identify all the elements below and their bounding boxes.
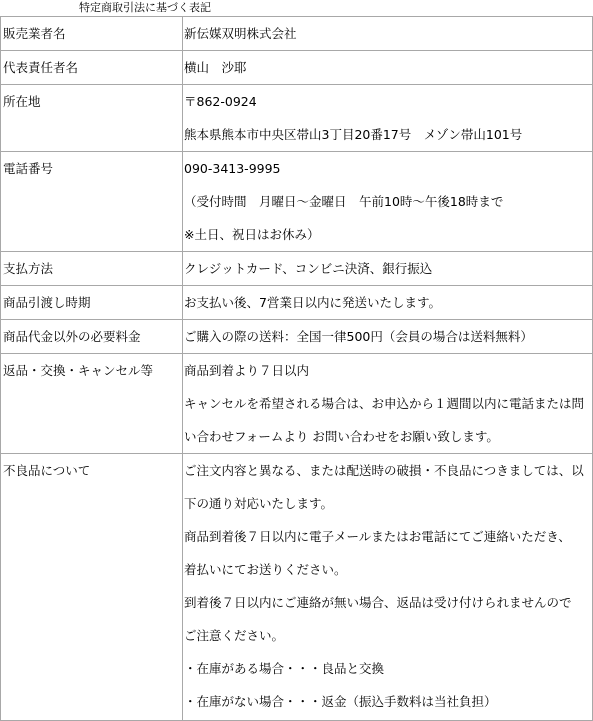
table-row-payment [1, 252, 593, 286]
row-value [183, 51, 593, 85]
table-row-representative [1, 51, 593, 85]
value-line: 到着後７日以内にご連絡が無い場合、返品は受け付けられませんので [184, 595, 572, 610]
value-line: 横山 沙耶 [184, 60, 247, 75]
value-line: 新伝媒双明株式会社 [184, 26, 297, 41]
row-label: 不良品について [1, 454, 183, 721]
value-line: ※土日、祝日はお休み） [184, 227, 320, 242]
row-value [183, 17, 593, 51]
value-line: 下の通り対応いたします。 [184, 496, 334, 511]
value-line: ご注意ください。 [184, 628, 285, 643]
row-value [183, 152, 593, 252]
value-line: （受付時間 月曜日～金曜日 午前10時～午後18時まで [184, 194, 504, 209]
commerce-law-table [0, 16, 593, 721]
row-label: 商品代金以外の必要料金 [1, 320, 183, 354]
row-label: 商品引渡し時期 [1, 286, 183, 320]
row-value [183, 85, 593, 152]
value-line: 商品到着後７日以内に電子メールまたはお電話にてご連絡いただき、 [184, 529, 571, 544]
table-row-defects [1, 454, 593, 721]
value-line: キャンセルを希望される場合は、お申込から１週間以内に電話または問 [184, 396, 585, 411]
table-row-fees [1, 320, 593, 354]
row-value [183, 454, 593, 721]
row-label: 所在地 [1, 85, 183, 152]
value-line: い合わせフォームより お問い合わせをお願い致します。 [184, 429, 499, 444]
value-line: お支払い後、7営業日以内に発送いたします。 [184, 295, 441, 310]
value-line: 〒862-0924 [184, 94, 257, 109]
value-line: ご購入の際の送料：全国一律500円（会員の場合は送料無料） [184, 329, 533, 344]
row-label: 販売業者名 [1, 17, 183, 51]
value-line: 商品到着より７日以内 [184, 363, 310, 378]
table-row-seller [1, 17, 593, 51]
value-line: ・在庫がない場合・・・返金（振込手数料は当社負担） [184, 694, 497, 709]
value-line: 090-3413-9995 [184, 161, 281, 176]
table-row-returns [1, 354, 593, 454]
table-row-delivery [1, 286, 593, 320]
row-label: 支払方法 [1, 252, 183, 286]
table-row-phone [1, 152, 593, 252]
row-value [183, 252, 593, 286]
row-value [183, 320, 593, 354]
value-line: ・在庫がある場合・・・良品と交換 [184, 661, 385, 676]
table-row-address [1, 85, 593, 152]
row-label: 代表責任者名 [1, 51, 183, 85]
row-value [183, 354, 593, 454]
row-label: 電話番号 [1, 152, 183, 252]
row-value [183, 286, 593, 320]
value-line: クレジットカード、コンビニ決済、銀行振込 [184, 261, 433, 276]
value-line: 着払いにてお送りください。 [184, 562, 347, 577]
row-label: 返品・交換・キャンセル等 [1, 354, 183, 454]
value-line: 熊本県熊本市中央区帯山3丁目20番17号 メゾン帯山101号 [184, 127, 523, 142]
page-title: 特定商取引法に基づく表記 [79, 1, 211, 14]
value-line: ご注文内容と異なる、または配送時の破損・不良品につきましては、以 [184, 463, 584, 478]
